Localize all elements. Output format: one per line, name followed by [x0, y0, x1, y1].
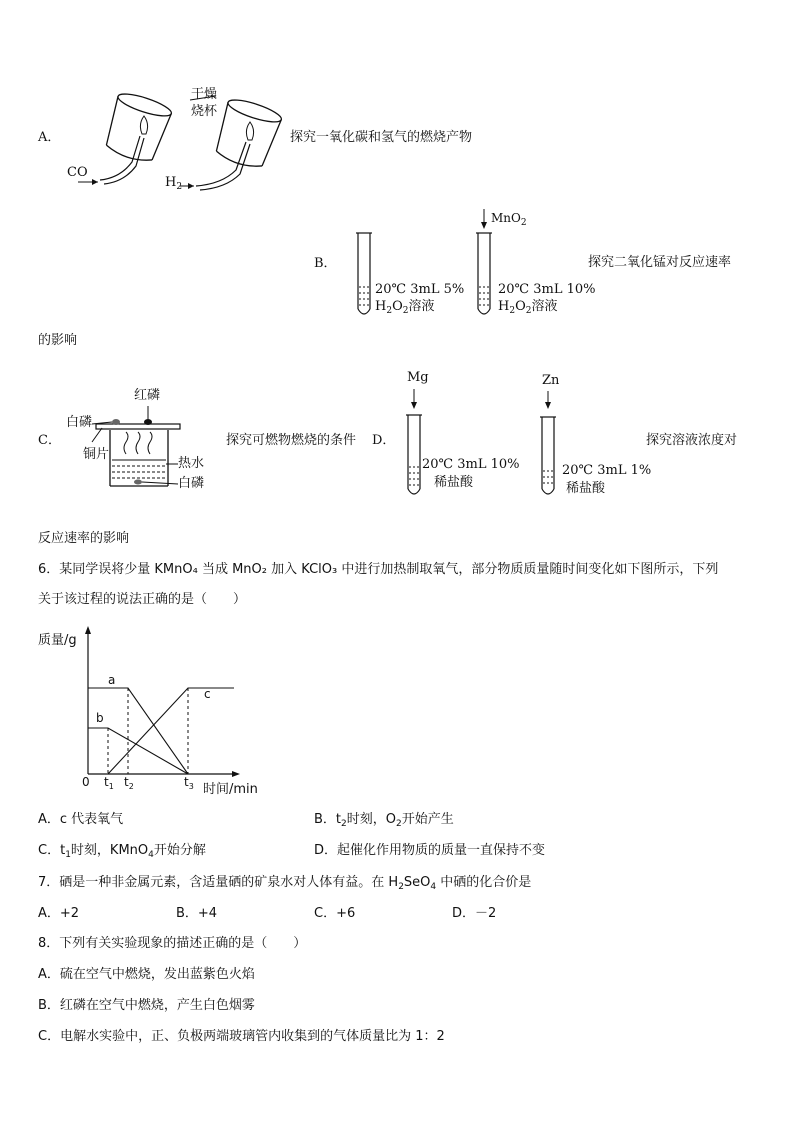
gas-h2-label	[165, 176, 182, 191]
mno2-main: MnO	[491, 211, 521, 225]
sol-sub2: 2	[525, 306, 532, 316]
sol-h: H	[375, 299, 387, 314]
q6c-sub: 1	[65, 850, 71, 860]
series-line-b	[88, 728, 188, 774]
beaker-icon	[101, 90, 173, 166]
test-tube-icon	[540, 417, 556, 494]
tube1-solution	[375, 300, 435, 315]
sol-sub2: 2	[402, 306, 409, 316]
chart-ylabel: 质量/g	[38, 633, 77, 648]
test-tube-icon	[406, 415, 422, 494]
tube2-solution	[498, 300, 558, 315]
q6-stem-line2: 关于该过程的说法正确的是（ ）	[38, 592, 247, 607]
tube1-conditions: 20℃ 3mL 5%	[375, 282, 465, 297]
white-phosphorus-label: 白磷	[66, 415, 93, 430]
chart-xlabel: 时间/min	[203, 782, 258, 797]
tick-t1-sub: 1	[108, 782, 114, 791]
mg-tube-conditions: 20℃ 3mL 10%	[422, 457, 520, 472]
white-phosphorus-water-label: 白磷	[178, 476, 205, 491]
label-b: b	[96, 711, 104, 725]
h2-main: H	[165, 175, 177, 190]
q6b-post: 开始产生	[401, 812, 454, 827]
label-a: a	[108, 673, 116, 687]
q6c-post: 开始分解	[153, 843, 206, 858]
option-c-description: 探究可燃物燃烧的条件	[226, 433, 357, 448]
q6-stem-line1: 6．某同学误将少量 KMnO₄ 当成 MnO₂ 加入 KClO₃ 中进行加热制取氧气，部分物质质量随时间变化如下图所示，下列	[38, 562, 719, 577]
mno2-sub: 2	[520, 218, 527, 228]
q7-stem	[38, 876, 531, 891]
q7-sub2: 4	[430, 882, 437, 892]
option-c-letter: C．	[38, 433, 61, 448]
option-b-description: 探究二氧化锰对反应速率	[588, 255, 732, 270]
zn-label: Zn	[542, 373, 560, 388]
beaker-label-line1: 干燥	[191, 87, 218, 102]
series-line-a	[88, 688, 188, 774]
q7-pre: 7．硒是一种非金属元素，含适量硒的矿泉水对人体有益。在 H	[38, 875, 399, 890]
x-axis-arrow	[232, 771, 240, 777]
sol-h: H	[498, 299, 510, 314]
q6c-sub2: 4	[148, 850, 154, 860]
y-axis-arrow	[85, 626, 91, 634]
label-c: c	[204, 687, 211, 701]
q7-post: 中硒的化合价是	[436, 875, 532, 890]
mg-tube-acid: 稀盐酸	[434, 475, 474, 490]
q7-mid: SeO	[403, 875, 431, 890]
tick-t2: $t_2$	[124, 775, 134, 791]
q7-choice-b[interactable]: B．+4	[176, 906, 218, 921]
mno2-label	[491, 212, 527, 226]
test-tube-icon	[356, 233, 372, 314]
copper-plate-label: 铜片	[83, 447, 110, 462]
sol-o: O	[515, 299, 526, 314]
q7-choice-c[interactable]: C．+6	[314, 906, 356, 921]
q8-choice-b[interactable]: B．红磷在空气中燃烧，产生白色烟雾	[38, 998, 255, 1013]
tick-t3: $t_3$	[184, 775, 194, 791]
q6b-mid: 时刻，O	[346, 812, 396, 827]
beaker-icon	[211, 96, 283, 172]
tick-0: 0	[82, 775, 90, 789]
q6b-sub2: 2	[396, 819, 402, 829]
q7-sub1: 2	[398, 882, 404, 892]
red-phosphorus-label: 红磷	[134, 388, 161, 403]
q6-choice-b[interactable]	[314, 813, 454, 828]
mass-time-chart	[80, 620, 280, 790]
zn-tube-conditions: 20℃ 3mL 1%	[562, 463, 652, 478]
q6c-pre: C．t	[38, 843, 66, 858]
mg-label: Mg	[407, 370, 429, 385]
tick-t1: $t_1$	[104, 775, 114, 791]
dry-beaker-label	[191, 86, 217, 120]
q8-choice-c[interactable]: C．电解水实验中，正、负极两端玻璃管内收集到的气体质量比为 1：2	[38, 1029, 445, 1044]
tick-t2-sub: 2	[128, 782, 134, 791]
option-d-description: 探究溶液浓度对	[646, 433, 738, 448]
sol-word: 溶液	[408, 299, 435, 314]
gas-co-label: CO	[67, 165, 88, 180]
option-d-test-tubes	[400, 385, 560, 505]
hot-water-label: 热水	[178, 456, 205, 471]
q6b-pre: B．t	[314, 812, 342, 827]
option-d-description-cont: 反应速率的影响	[38, 531, 130, 546]
zn-tube-acid: 稀盐酸	[566, 481, 606, 496]
q6-choice-d[interactable]: D．起催化作用物质的质量一直保持不变	[314, 843, 546, 858]
sol-o: O	[392, 299, 403, 314]
q7-choice-d[interactable]: D．－2	[452, 906, 497, 921]
q7-choice-a[interactable]: A．+2	[38, 906, 80, 921]
option-b-description-cont: 的影响	[38, 333, 78, 348]
q6b-sub: 2	[341, 819, 347, 829]
tick-t3-sub: 3	[188, 782, 194, 791]
q6-choice-a[interactable]: A．c 代表氧气	[38, 812, 124, 827]
option-d-letter: D．	[372, 433, 396, 448]
tube2-conditions: 20℃ 3mL 10%	[498, 282, 596, 297]
test-tube-icon	[476, 233, 492, 314]
q8-stem: 8．下列有关实验现象的描述正确的是（ ）	[38, 936, 307, 951]
q6-choice-c[interactable]	[38, 844, 206, 859]
sol-sub1: 2	[509, 306, 516, 316]
h2-sub: 2	[176, 182, 183, 192]
q8-choice-a[interactable]: A．硫在空气中燃烧，发出蓝紫色火焰	[38, 967, 255, 982]
sol-sub1: 2	[386, 306, 393, 316]
series-line-c	[108, 688, 234, 774]
option-a-letter: A．	[38, 130, 61, 145]
q6c-mid: 时刻，KMnO	[70, 843, 149, 858]
option-b-letter: B．	[314, 256, 337, 271]
sol-word: 溶液	[531, 299, 558, 314]
option-a-description: 探究一氧化碳和氢气的燃烧产物	[290, 130, 473, 145]
beaker-label-line2: 烧杯	[191, 104, 218, 119]
